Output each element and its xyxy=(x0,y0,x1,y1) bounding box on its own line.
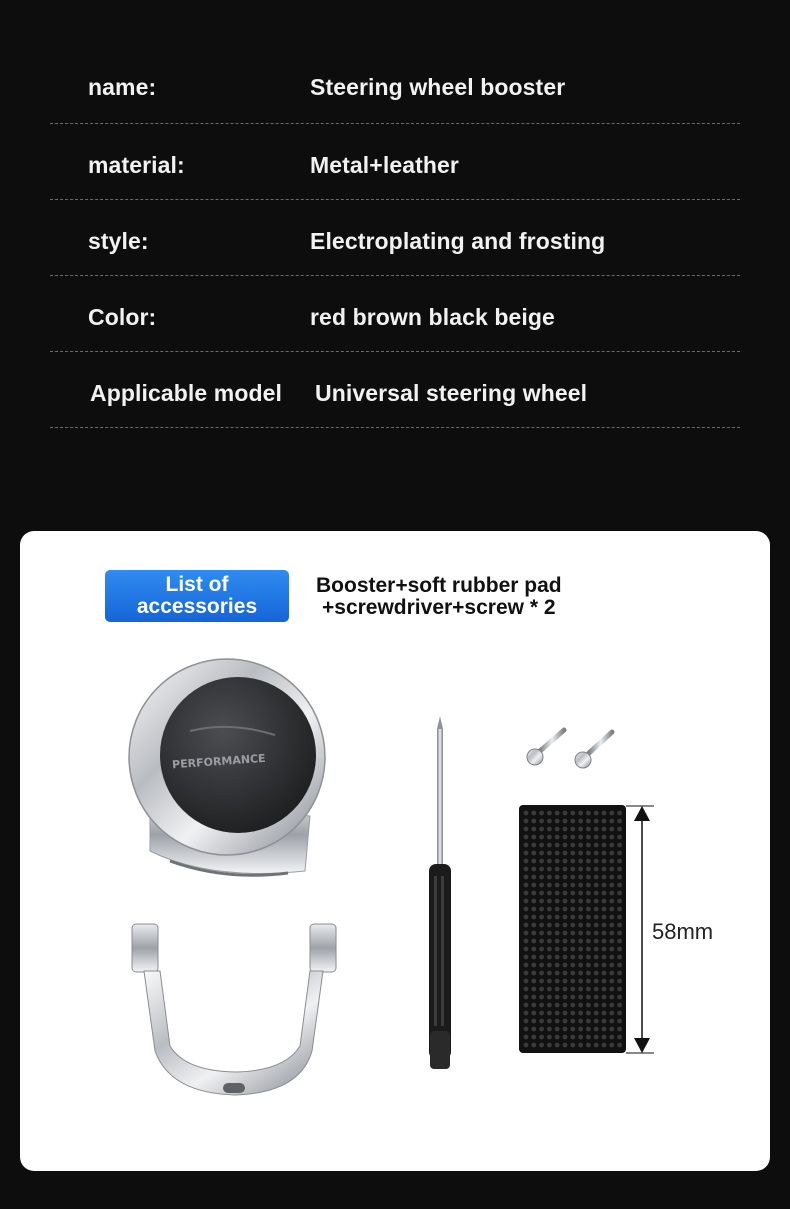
spec-row-model xyxy=(50,352,740,428)
spec-value: red brown black beige xyxy=(310,304,555,330)
spec-value: Universal steering wheel xyxy=(315,380,588,406)
booster-knob xyxy=(129,659,325,875)
screwdriver xyxy=(429,716,451,1069)
accessories-badge xyxy=(105,570,289,622)
accessories-card xyxy=(20,531,770,1171)
spec-key: style: xyxy=(88,228,149,254)
spec-row-color xyxy=(50,276,740,352)
spec-value: Steering wheel booster xyxy=(310,74,566,100)
screw-left xyxy=(527,730,564,765)
accessories-line: +screwdriver+screw * 2 xyxy=(322,596,556,619)
accessories-list xyxy=(316,575,562,619)
knob-engraving: PERFORMANCE xyxy=(171,751,267,772)
spec-row-style xyxy=(50,200,740,276)
spec-value: Electroplating and frosting xyxy=(310,228,606,254)
pad-dimension-label: 58mm xyxy=(652,919,714,944)
spec-value: Metal+leather xyxy=(310,152,459,178)
badge-line: List of xyxy=(165,573,229,596)
badge-line: accessories xyxy=(136,595,258,618)
spec-row-name xyxy=(50,48,740,124)
spec-key: material: xyxy=(88,152,185,178)
spec-key: Color: xyxy=(88,304,157,330)
booster-clamp xyxy=(132,924,336,1095)
screw-right xyxy=(575,732,612,768)
rubber-pad xyxy=(519,805,626,1053)
spec-key: name: xyxy=(88,74,157,100)
spec-table xyxy=(50,48,740,428)
dimension-arrow xyxy=(626,806,654,1053)
accessories-line: Booster+soft rubber pad xyxy=(316,574,562,597)
spec-key: Applicable model xyxy=(90,380,283,406)
spec-row-material xyxy=(50,124,740,200)
accessories-illustration xyxy=(20,531,770,1171)
